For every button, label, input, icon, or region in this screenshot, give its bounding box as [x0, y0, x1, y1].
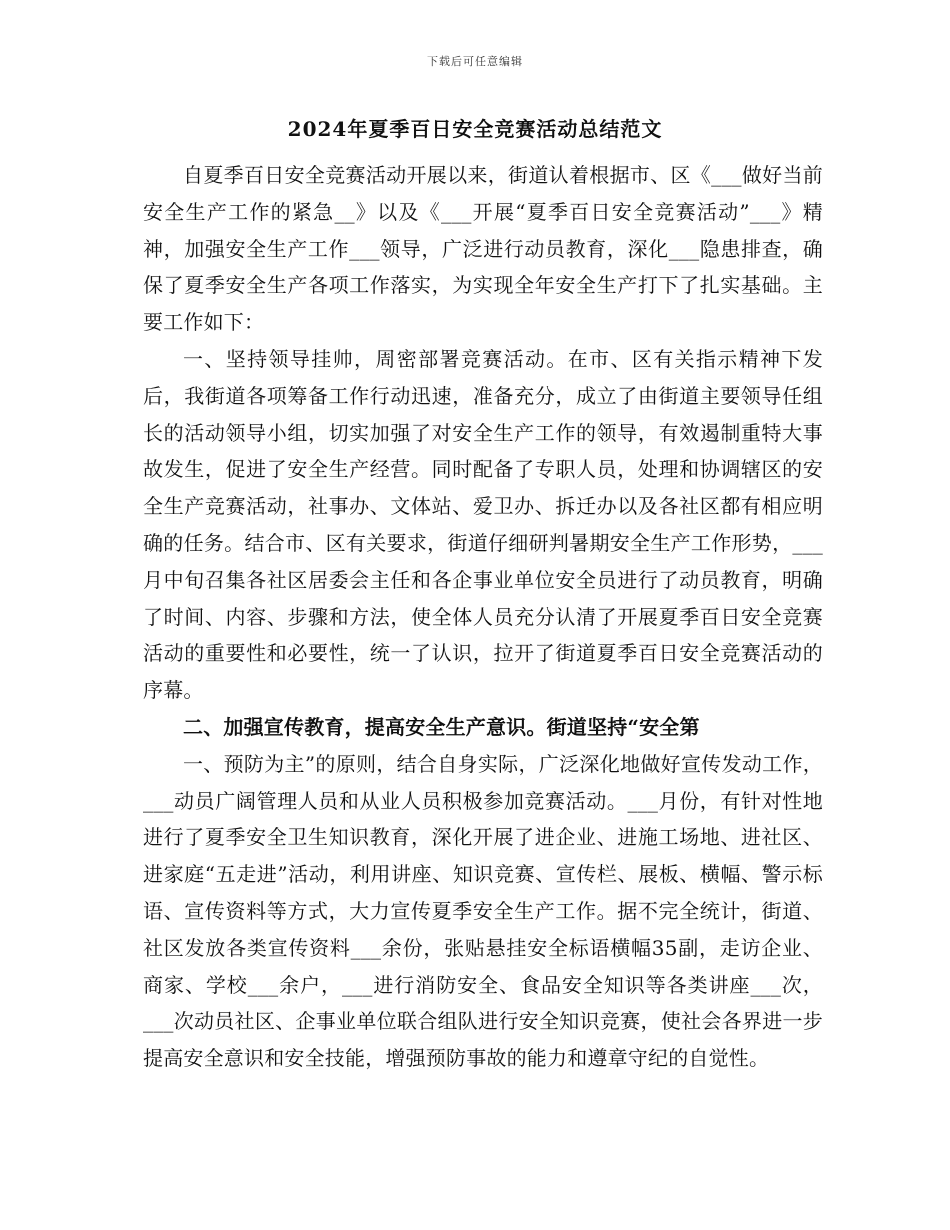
document-title: 2024年夏季百日安全竞赛活动总结范文 — [287, 117, 663, 141]
paragraph-intro: 自夏季百日安全竞赛活动开展以来，街道认着根据市、区《___做好当前安全生产工作的紧急__》以及《___开展“夏季百日安全竞赛活动”___》精神，加强安全生产工作___领导，广泛进行动员教育，深化___隐患排查，确保了夏季安全生产各项工作落实，为实现全年安全生产打下了扎实基础。主要工作如下： — [143, 163, 823, 335]
document-body — [143, 157, 823, 1077]
header-note: 下载后可任意编辑 — [427, 55, 523, 68]
paragraph-section-2: 一、预防为主”的原则，结合自身实际，广泛深化地做好宣传发动工作，___动员广阔管理人员和从业人员积极参加竞赛活动。___月份，有针对性地进行了夏季安全卫生知识教育，深化开展了进企业、进施工场地、进社区、进家庭“五走进”活动，利用讲座、知识竞赛、宣传栏、展板、横幅、警示标语、宣传资料等方式，大力宣传夏季安全生产工作。据不完全统计，街道、社区发放各类宣传资料___余份，张贴悬挂安全标语横幅35副，走访企业、商家、学校___余户，___进行消防安全、食品安全知识等各类讲座___次，___次动员社区、企事业单位联合组队进行安全知识竞赛，使社会各界进一步提高安全意识和安全技能，增强预防事故的能力和遵章守纪的自觉性。 — [143, 751, 823, 1071]
section-2-heading: 二、加强宣传教育，提高安全生产意识。街道坚持“安全第 — [183, 714, 700, 739]
paragraph-section-1: 一、坚持领导挂帅，周密部署竞赛活动。在市、区有关指示精神下发后，我街道各项筹备工作行动迅速，准备充分，成立了由街道主要领导任组长的活动领导小组，切实加强了对安全生产工作的领导，有效遏制重特大事故发生，促进了安全生产经营。同时配备了专职人员，处理和协调辖区的安全生产竞赛活动，社事办、文体站、爱卫办、拆迁办以及各社区都有相应明确的任务。结合市、区有关要求，街道仔细研判暑期安全生产工作形势，___月中旬召集各社区居委会主任和各企事业单位安全员进行了动员教育，明确了时间、内容、步骤和方法，使全体人员充分认清了开展夏季百日安全竞赛活动的重要性和必要性，统一了认识，拉开了街道夏季百日安全竞赛活动的序幕。 — [143, 346, 823, 703]
